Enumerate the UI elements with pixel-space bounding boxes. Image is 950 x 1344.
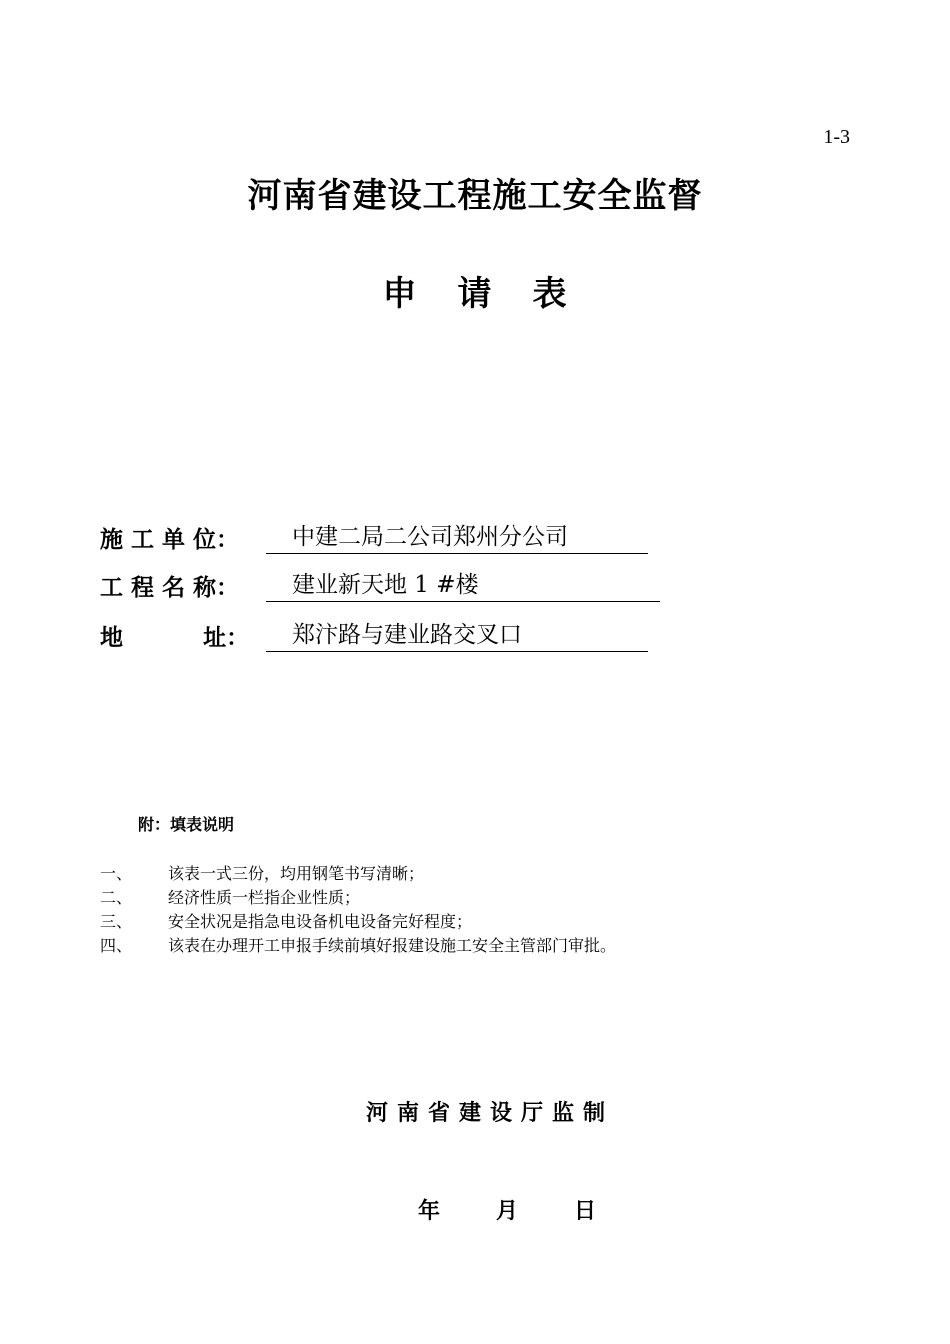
list-item [100,934,616,958]
note-text: 经济性质一栏指企业性质； [168,888,361,907]
construction-unit-value[interactable]: 中建二局二公司郑州分公司 [266,523,648,554]
form-code: 1-3 [823,126,850,148]
field-project-name [100,568,660,602]
list-item [100,886,616,910]
subtitle-char-2: 请 [457,274,493,314]
document-subtitle [0,266,950,315]
note-text: 安全状况是指急电设备机电设备完好程度； [168,912,473,931]
issuer: 河南省建设厅监制 [365,1101,614,1126]
field-construction-unit [100,520,648,554]
note-number: 三、 [100,912,133,931]
note-text: 该表在办理开工申报手续前填好报建设施工安全主管部门审批。 [168,936,617,955]
notes-list [100,862,616,958]
date-month: 月 [496,1199,519,1224]
note-number: 四、 [100,936,133,955]
address-value[interactable]: 郑汴路与建业路交叉口 [266,621,648,652]
date-day: 日 [574,1199,597,1224]
field-label: 地 址： [100,625,250,651]
note-number: 一、 [100,864,133,883]
note-text: 该表一式三份，均用钢笔书写清晰； [168,864,425,883]
notes-heading: 附：填表说明 [138,815,235,834]
date-year: 年 [418,1199,441,1224]
field-label: 工 程 名 称： [100,575,240,601]
subtitle-char-1: 申 [382,274,418,314]
subtitle-char-3: 表 [532,274,568,314]
date-line [418,1194,596,1225]
note-number: 二、 [100,888,133,907]
list-item [100,862,616,886]
project-name-value[interactable]: 建业新天地 1 #楼 [266,571,660,602]
list-item [100,910,616,934]
document-title: 河南省建设工程施工安全监督 [247,176,703,216]
field-label: 施 工 单 位： [100,527,240,553]
field-address [100,618,648,652]
